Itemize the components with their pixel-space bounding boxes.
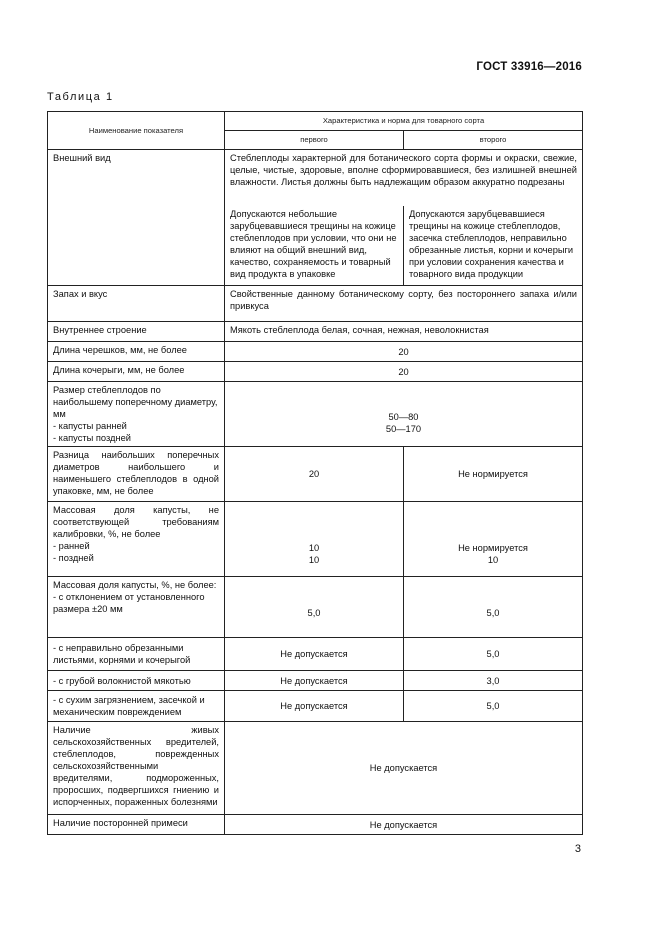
calibration-early-second: Не нормируется (458, 543, 528, 553)
document-header: ГОСТ 33916—2016 (476, 61, 582, 73)
calibration-late-label: - поздней (53, 553, 94, 563)
pests-value: Не допускается (225, 722, 583, 815)
mass-fibrous-first: Не допускается (225, 671, 404, 691)
calibration-early-label: - ранней (53, 541, 90, 551)
calibration-second (404, 502, 583, 577)
size-cell (48, 382, 225, 447)
size-early-label: - капусты ранней (53, 421, 127, 431)
calibration-early-first: 10 (308, 543, 320, 553)
smell-label: Запах и вкус (48, 286, 225, 322)
header-grade-first: первого (225, 131, 404, 150)
table-caption: Таблица 1 (47, 91, 114, 103)
mass-deviation-label: - с отклонением от установленного размера ±20 мм (53, 592, 205, 614)
mass-share-cell (48, 577, 225, 638)
header-grade-second: второго (404, 131, 583, 150)
page-number: 3 (574, 843, 581, 855)
diameter-diff-first: 20 (225, 447, 404, 502)
foreign-label: Наличие посторонней примеси (48, 815, 225, 835)
mass-fibrous-label: - с грубой волокнистой мякотью (48, 671, 225, 691)
mass-fibrous-second: 3,0 (404, 671, 583, 691)
calibration-late-first: 10 (308, 555, 320, 565)
appearance-first: Допускаются небольшие зарубцевавшиеся трещины на кожице стеблеплодов при условии, что они не влияют на общий внешний вид, качество, сохраняемость и товарный вид продукта в упаковке (225, 206, 404, 286)
size-label: Размер стеблеплодов по наибольшему поперечному диаметру, мм (53, 385, 218, 419)
pests-label: Наличие живых сельскохозяйственных вредителей, стеблеплодов, поврежденных сельскохозяйственными вредителями, подмороженных, проросших, подвергшихся гниению и испорченных, пораженных болезнями (48, 722, 225, 815)
size-values (225, 382, 583, 447)
mass-dry-dirt-label: - с сухим загрязнением, засечкой и механическим повреждением (48, 691, 225, 722)
mass-deviation-first: 5,0 (225, 577, 404, 638)
smell-value: Свойственные данному ботаническому сорту, без постороннего запаха и/или привкуса (225, 286, 583, 322)
calibration-cell (48, 502, 225, 577)
petiole-label: Длина черешков, мм, не более (48, 342, 225, 362)
appearance-label: Внешний вид (48, 150, 225, 286)
foreign-value: Не допускается (225, 815, 583, 835)
mass-trimmed-label: - с неправильно обрезанными листьями, корнями и кочерыгой (48, 638, 225, 671)
mass-trimmed-first: Не допускается (225, 638, 404, 671)
stalk-value: 20 (225, 362, 583, 382)
internal-value: Мякоть стеблеплода белая, сочная, нежная, неволокнистая (225, 322, 583, 342)
mass-trimmed-second: 5,0 (404, 638, 583, 671)
mass-share-label: Массовая доля капусты, %, не более: (53, 580, 217, 590)
appearance-second: Допускаются зарубцевавшиеся трещины на кожице стеблеплодов, засечка стеблеплодов, неправильно обрезанные листья, корни и кочерыги при условии сохранения качества и товарного вида продукции (404, 206, 583, 286)
petiole-value: 20 (225, 342, 583, 362)
stalk-label: Длина кочерыги, мм, не более (48, 362, 225, 382)
diameter-diff-label: Разница наибольших поперечных диаметров наибольшего и наименьшего стеблеплодов в одной упаковке, мм, не более (48, 447, 225, 502)
size-early-value: 50—80 (388, 412, 419, 422)
header-indicator: Наименование показателя (48, 112, 225, 150)
calibration-first (225, 502, 404, 577)
internal-label: Внутреннее строение (48, 322, 225, 342)
calibration-late-second: 10 (487, 555, 499, 565)
appearance-common: Стеблеплоды характерной для ботанического сорта формы и окраски, свежие, целые, чистые, здоровые, вполне сформировавшиеся, без излишней внешней влажности. Листья должны быть надлежащим образом аккуратно подрезаны (225, 150, 583, 206)
mass-deviation-second: 5,0 (404, 577, 583, 638)
mass-dry-dirt-second: 5,0 (404, 691, 583, 722)
size-late-value: 50—170 (385, 424, 422, 434)
diameter-diff-second: Не нормируется (404, 447, 583, 502)
calibration-label: Массовая доля капусты, не соответствующей требованиям калибровки, %, не более (53, 505, 219, 539)
size-late-label: - капусты поздней (53, 433, 131, 443)
quality-table (47, 111, 583, 835)
mass-dry-dirt-first: Не допускается (225, 691, 404, 722)
header-characteristic: Характеристика и норма для товарного сорта (225, 112, 583, 131)
